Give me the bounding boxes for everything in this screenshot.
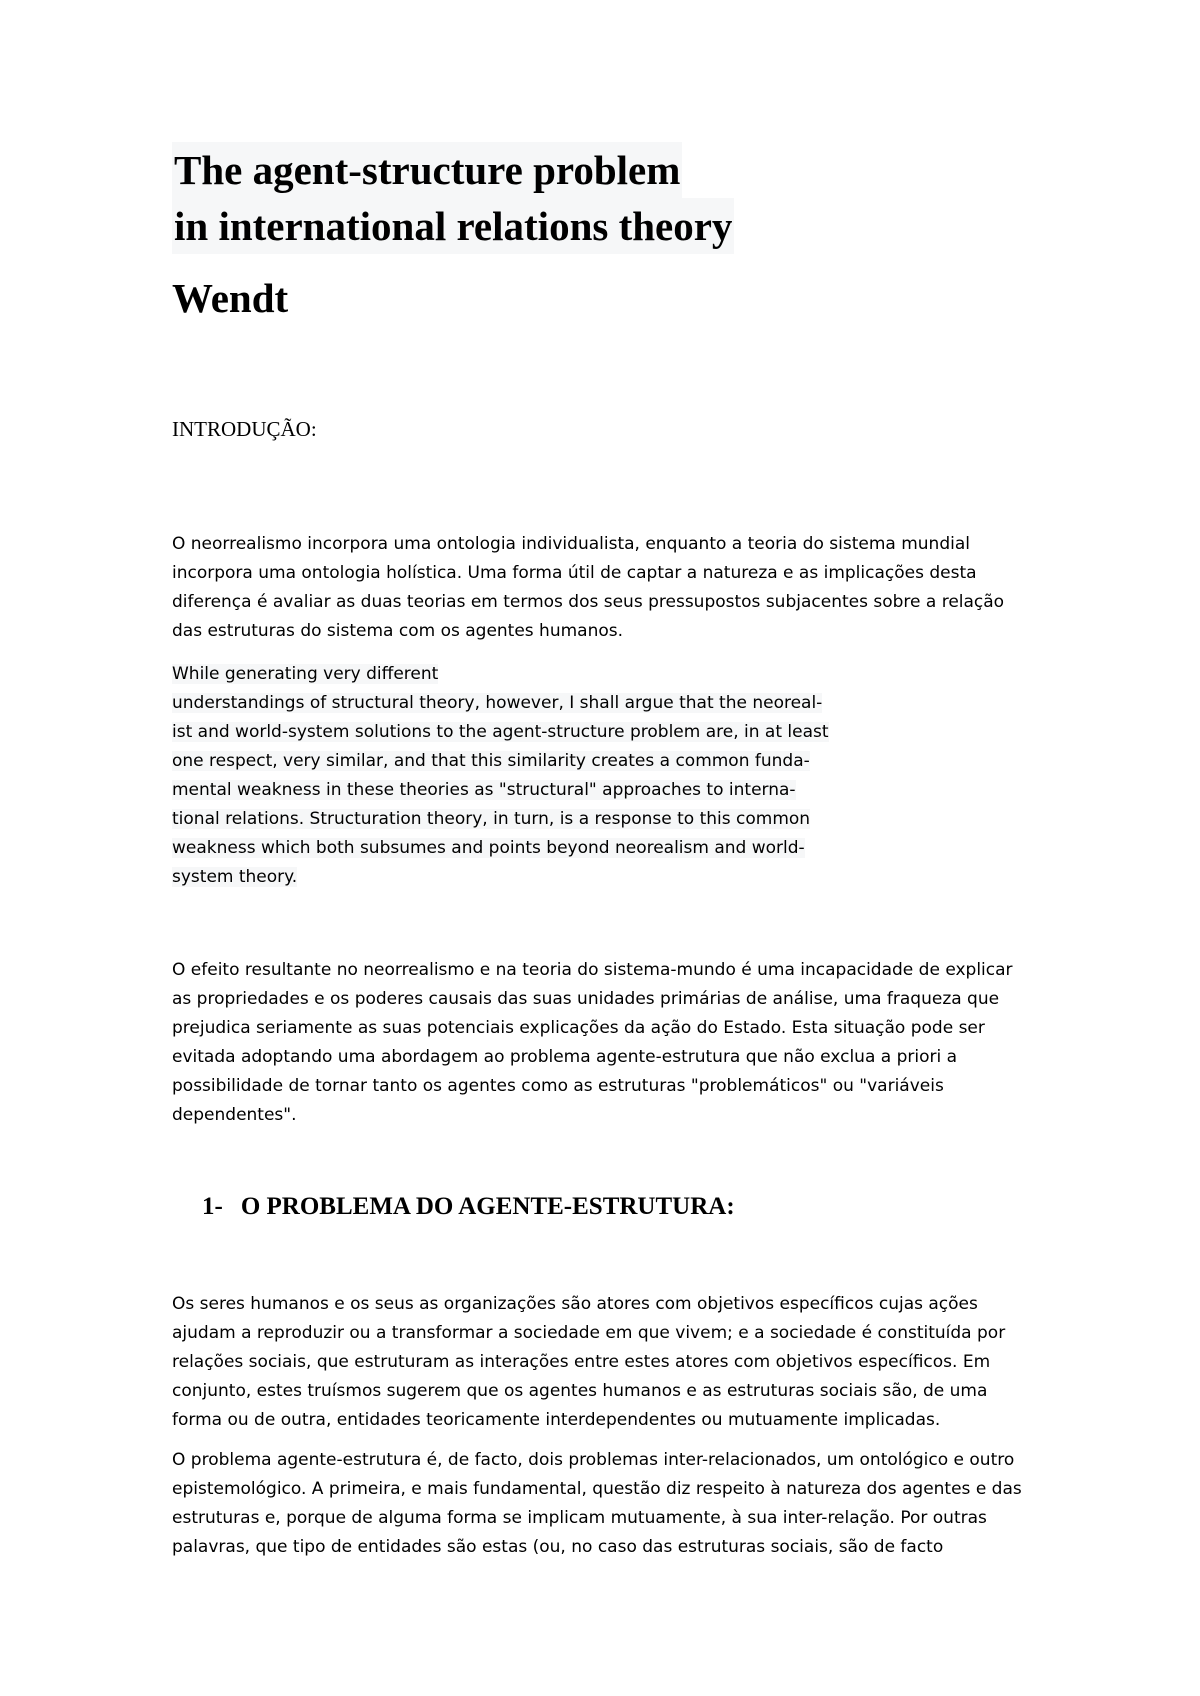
- paragraph-line: evitada adoptando uma abordagem ao problema agente-estrutura que não exclua a priori a: [172, 1047, 958, 1067]
- section-heading-1: [202, 1190, 735, 1224]
- quote-line: tional relations. Structuration theory, in turn, is a response to this common: [172, 809, 811, 829]
- quote-line: While generating very different: [172, 664, 439, 684]
- paragraph-line: relações sociais, que estruturam as interações entre estes atores com objetivos específicos. Em: [172, 1352, 991, 1372]
- title-line-1: The agent-structure problem: [172, 142, 682, 198]
- paragraph-line: possibilidade de tornar tanto os agentes como as estruturas "problemáticos" ou "variáveis: [172, 1076, 944, 1096]
- title-line-2: in international relations theory: [172, 198, 734, 254]
- paragraph-truisms: [172, 1290, 1052, 1435]
- english-quote: [172, 660, 829, 892]
- paragraph-line: palavras, que tipo de entidades são estas (ou, no caso das estruturas sociais, são de facto: [172, 1537, 944, 1557]
- paragraph-line: estruturas e, porque de alguma forma se implicam mutuamente, à sua inter-relação. Por outras: [172, 1508, 987, 1528]
- paragraph-line: diferença é avaliar as duas teorias em termos dos seus pressupostos subjacentes sobre a relação: [172, 592, 1005, 612]
- quote-line: ist and world-system solutions to the agent-structure problem are, in at least: [172, 722, 829, 742]
- author-name: Wendt: [172, 275, 289, 321]
- paragraph-line: O problema agente-estrutura é, de facto, dois problemas inter-relacionados, um ontológico e outro: [172, 1450, 1015, 1470]
- paragraph-intro: [172, 530, 1052, 646]
- quote-line: weakness which both subsumes and points beyond neorealism and world-: [172, 838, 805, 858]
- quote-line: system theory.: [172, 867, 298, 887]
- paragraph-line: O efeito resultante no neorrealismo e na teoria do sistema-mundo é uma incapacidade de explicar: [172, 960, 1013, 980]
- section-number: 1-: [202, 1193, 223, 1220]
- quote-line: understandings of structural theory, however, I shall argue that the neoreal-: [172, 693, 823, 713]
- paragraph-line: forma ou de outra, entidades teoricamente interdependentes ou mutuamente implicadas.: [172, 1410, 941, 1430]
- paragraph-line: Os seres humanos e os seus as organizações são atores com objetivos específicos cujas ações: [172, 1294, 978, 1314]
- paragraph-line: conjunto, estes truísmos sugerem que os agentes humanos e as estruturas sociais são, de uma: [172, 1381, 988, 1401]
- intro-heading: INTRODUÇÃO:: [172, 417, 317, 441]
- quote-line: mental weakness in these theories as "structural" approaches to interna-: [172, 780, 796, 800]
- paragraph-line: das estruturas do sistema com os agentes humanos.: [172, 621, 624, 641]
- paragraph-effect: [172, 956, 1052, 1130]
- paragraph-line: dependentes".: [172, 1105, 297, 1125]
- paragraph-line: prejudica seriamente as suas potenciais explicações da ação do Estado. Esta situação pode ser: [172, 1018, 985, 1038]
- document-title: [172, 142, 734, 254]
- paragraph-line: epistemológico. A primeira, e mais fundamental, questão diz respeito à natureza dos agentes e das: [172, 1479, 1022, 1499]
- section-title: O PROBLEMA DO AGENTE-ESTRUTURA:: [240, 1193, 735, 1220]
- paragraph-line: incorpora uma ontologia holística. Uma forma útil de captar a natureza e as implicações desta: [172, 563, 977, 583]
- paragraph-line: O neorrealismo incorpora uma ontologia individualista, enquanto a teoria do sistema mundial: [172, 534, 970, 554]
- paragraph-line: ajudam a reproduzir ou a transformar a sociedade em que vivem; e a sociedade é constituída por: [172, 1323, 1006, 1343]
- quote-line: one respect, very similar, and that this similarity creates a common funda-: [172, 751, 810, 771]
- paragraph-line: as propriedades e os poderes causais das suas unidades primárias de análise, uma fraqueza que: [172, 989, 1000, 1009]
- paragraph-problem: [172, 1446, 1052, 1562]
